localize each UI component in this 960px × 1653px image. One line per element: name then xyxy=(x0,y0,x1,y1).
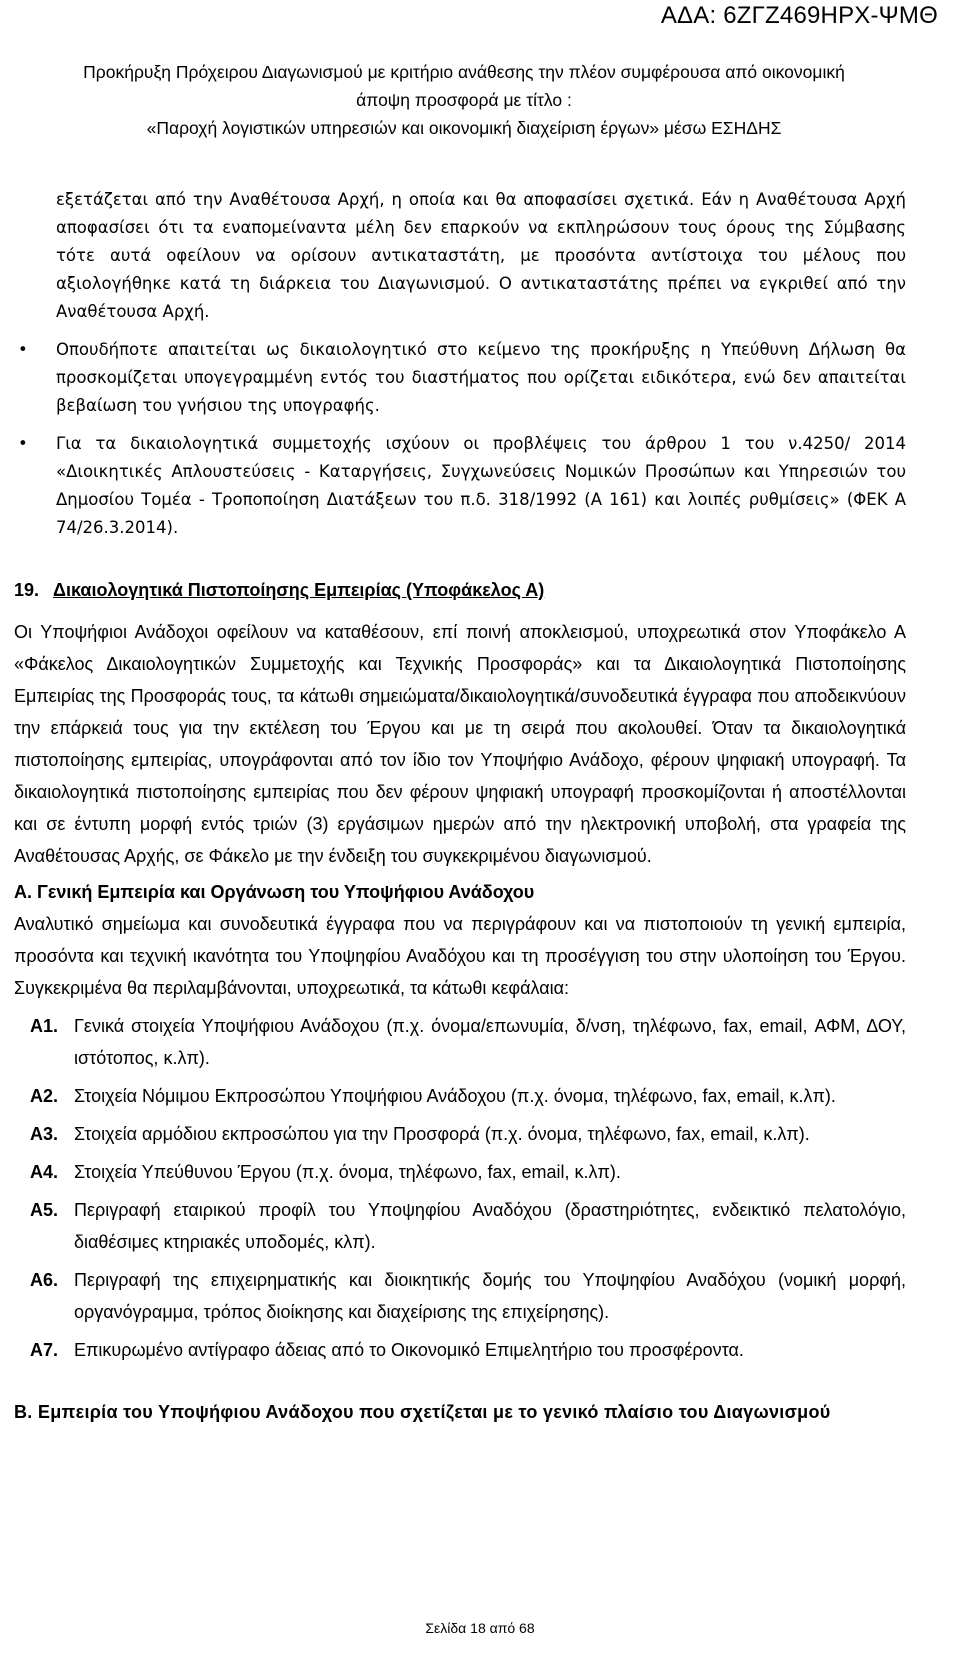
requirements-list xyxy=(14,1010,906,1366)
list-item xyxy=(14,1010,906,1074)
item-code: Α1. xyxy=(30,1016,59,1036)
header-line-1: Προκήρυξη Πρόχειρου Διαγωνισμού με κριτήριο ανάθεσης την πλέον συμφέρουσα από οικονομική xyxy=(83,62,845,82)
bullet-symbol: • xyxy=(18,434,28,453)
item-text: Επικυρωμένο αντίγραφο άδειας από το Οικονομικό Επιμελητήριο του προσφέροντα. xyxy=(74,1340,744,1360)
item-code: Α6. xyxy=(30,1270,59,1290)
bullet-item xyxy=(18,336,906,420)
header-line-2: άποψη προσφορά με τίτλο : xyxy=(356,90,572,110)
section-title-text: Δικαιολογητικά Πιστοποίησης Εμπειρίας (Υποφάκελος Α) xyxy=(53,580,545,600)
item-code: Α7. xyxy=(30,1340,59,1360)
item-code: Α3. xyxy=(30,1124,59,1144)
item-code: Α2. xyxy=(30,1086,59,1106)
item-text: Στοιχεία Νόμιμου Εκπροσώπου Υποψήφιου Ανάδοχου (π.χ. όνομα, τηλέφωνο, fax, email, κ.λπ). xyxy=(74,1086,836,1106)
document-header xyxy=(24,58,904,142)
section-19-paragraph: Οι Υποψήφιοι Ανάδοχοι οφείλουν να καταθέσουν, επί ποινή αποκλεισμού, υποχρεωτικά στον Υποφάκελο Α «Φάκελος Δικαιολογητικών Συμμετοχής και Τεχνικής Προσφοράς» και τα Δικαιολογητικά Πιστοποίησης Εμπειρίας της Προσφοράς τους, τα κάτωθι σημειώματα/δικαιολογητικά/συνοδευτικά έγγραφα που αποδεικνύουν την επάρκειά τους για την εκτέλεση του Έργου και με τη σειρά που ακολουθεί. Όταν τα δικαιολογητικά πιστοποίησης εμπειρίας, υπογράφονται από τον ίδιο τον Υποψήφιο Ανάδοχο, φέρουν ψηφιακή υπογραφή. Τα δικαιολογητικά πιστοποίησης εμπειρίας που δεν φέρουν ψηφιακή υπογραφή προσκομίζονται ή αποστέλλονται και σε έντυπη μορφή εντός τριών (3) εργάσιμων ημερών από την ηλεκτρονική υποβολή, στα γραφεία της Αναθέτουσας Αρχής, σε Φάκελο με την ένδειξη του συγκεκριμένου διαγωνισμού. xyxy=(14,622,906,866)
bullet-text: Για τα δικαιολογητικά συμμετοχής ισχύουν οι προβλέψεις του άρθρου 1 του ν.4250/ 2014 «Διοικητικές Απλουστεύσεις - Καταργήσεις, Συγχωνεύσεις Νομικών Προσώπων και Υπηρεσιών του Δημοσίου Τομέα - Τροποποίηση Διατάξεων του π.δ. 318/1992 (Α 161) και λοιπές ρυθμίσεις» (ΦΕΚ Α 74/26.3.2014). xyxy=(56,434,906,537)
section-number: 19. xyxy=(14,580,40,600)
subsection-a-paragraph: Αναλυτικό σημείωμα και συνοδευτικά έγγραφα που να περιγράφουν και να πιστοποιούν τη γενική εμπειρία, προσόντα και τεχνική ικανότητα του Υποψηφίου Αναδόχου και τη προσέγγιση του στην υλοποίηση του Έργου. Συγκεκριμένα θα περιλαμβάνονται, υποχρεωτικά, τα κάτωθι κεφάλαια: xyxy=(14,914,906,998)
item-code: Α5. xyxy=(30,1200,59,1220)
bullet-item xyxy=(18,430,906,542)
item-text: Στοιχεία Υπεύθυνου Έργου (π.χ. όνομα, τηλέφωνο, fax, email, κ.λπ). xyxy=(74,1162,621,1182)
section-19-title xyxy=(14,574,906,606)
item-text: Γενικά στοιχεία Υποψήφιου Ανάδοχου (π.χ. όνομα/επωνυμία, δ/νση, τηλέφωνο, fax, email, ΑΦΜ, ΔΟΥ, ιστότοπος, κ.λπ). xyxy=(74,1016,906,1068)
list-item xyxy=(14,1118,906,1150)
page-number: Σελίδα 18 από 68 xyxy=(425,1620,535,1636)
ada-code: ΑΔΑ: 6ΖΓΖ469ΗΡΧ-ΨΜΘ xyxy=(660,2,938,29)
list-item xyxy=(14,1334,906,1366)
list-item xyxy=(14,1194,906,1258)
item-code: Α4. xyxy=(30,1162,59,1182)
intro-paragraph: εξετάζεται από την Αναθέτουσα Αρχή, η οποία και θα αποφασίσει σχετικά. Εάν η Αναθέτουσα Αρχή αποφασίσει ότι τα εναπομείναντα μέλη δεν επαρκούν να εκπληρώσουν τους όρους της Σύμβασης τότε αυτά οφείλουν να ορίσουν αντικαταστάτη, με προσόντα αντίστοιχα του μέλους που αξιολογήθηκε κατά τη διάρκεια του Διαγωνισμού. Ο αντικαταστάτης πρέπει να εγκριθεί από την Αναθέτουσα Αρχή. xyxy=(56,190,906,321)
header-line-3: «Παροχή λογιστικών υπηρεσιών και οικονομική διαχείριση έργων» μέσω ΕΣΗΔΗΣ xyxy=(146,118,782,138)
item-text: Περιγραφή της επιχειρηματικής και διοικητικής δομής του Υποψηφίου Αναδόχου (νομική μορφή, οργανόγραμμα, τρόπος διοίκησης και διαχείρισης της επιχείρησης). xyxy=(74,1270,906,1322)
list-item xyxy=(14,1264,906,1328)
bullet-symbol: • xyxy=(18,340,28,359)
section-19 xyxy=(14,574,906,1428)
list-item xyxy=(14,1080,906,1112)
item-text: Στοιχεία αρμόδιου εκπροσώπου για την Προσφορά (π.χ. όνομα, τηλέφωνο, fax, email, κ.λπ). xyxy=(74,1124,810,1144)
intro-block xyxy=(18,186,906,542)
list-item xyxy=(14,1156,906,1188)
bullet-text: Οπουδήποτε απαιτείται ως δικαιολογητικό στο κείμενο της προκήρυξης η Υπεύθυνη Δήλωση θα προσκομίζεται υπογεγραμμένη εντός του διαστήματος που ορίζεται ειδικότερα, ενώ δεν απαιτείται βεβαίωση του γνήσιου της υπογραφής. xyxy=(56,340,906,415)
item-text: Περιγραφή εταιρικού προφίλ του Υποψηφίου Αναδόχου (δραστηριότητες, ενδεικτικό πελατολόγιο, διαθέσιμες κτηριακές υποδομές, κλπ). xyxy=(74,1200,906,1252)
subsection-a-title: Α. Γενική Εμπειρία και Οργάνωση του Υποψήφιου Ανάδοχου xyxy=(14,882,535,902)
subsection-b-title: Β. Εμπειρία του Υποψήφιου Ανάδοχου που σχετίζεται με το γενικό πλαίσιο του Διαγωνισμού xyxy=(14,1402,831,1422)
